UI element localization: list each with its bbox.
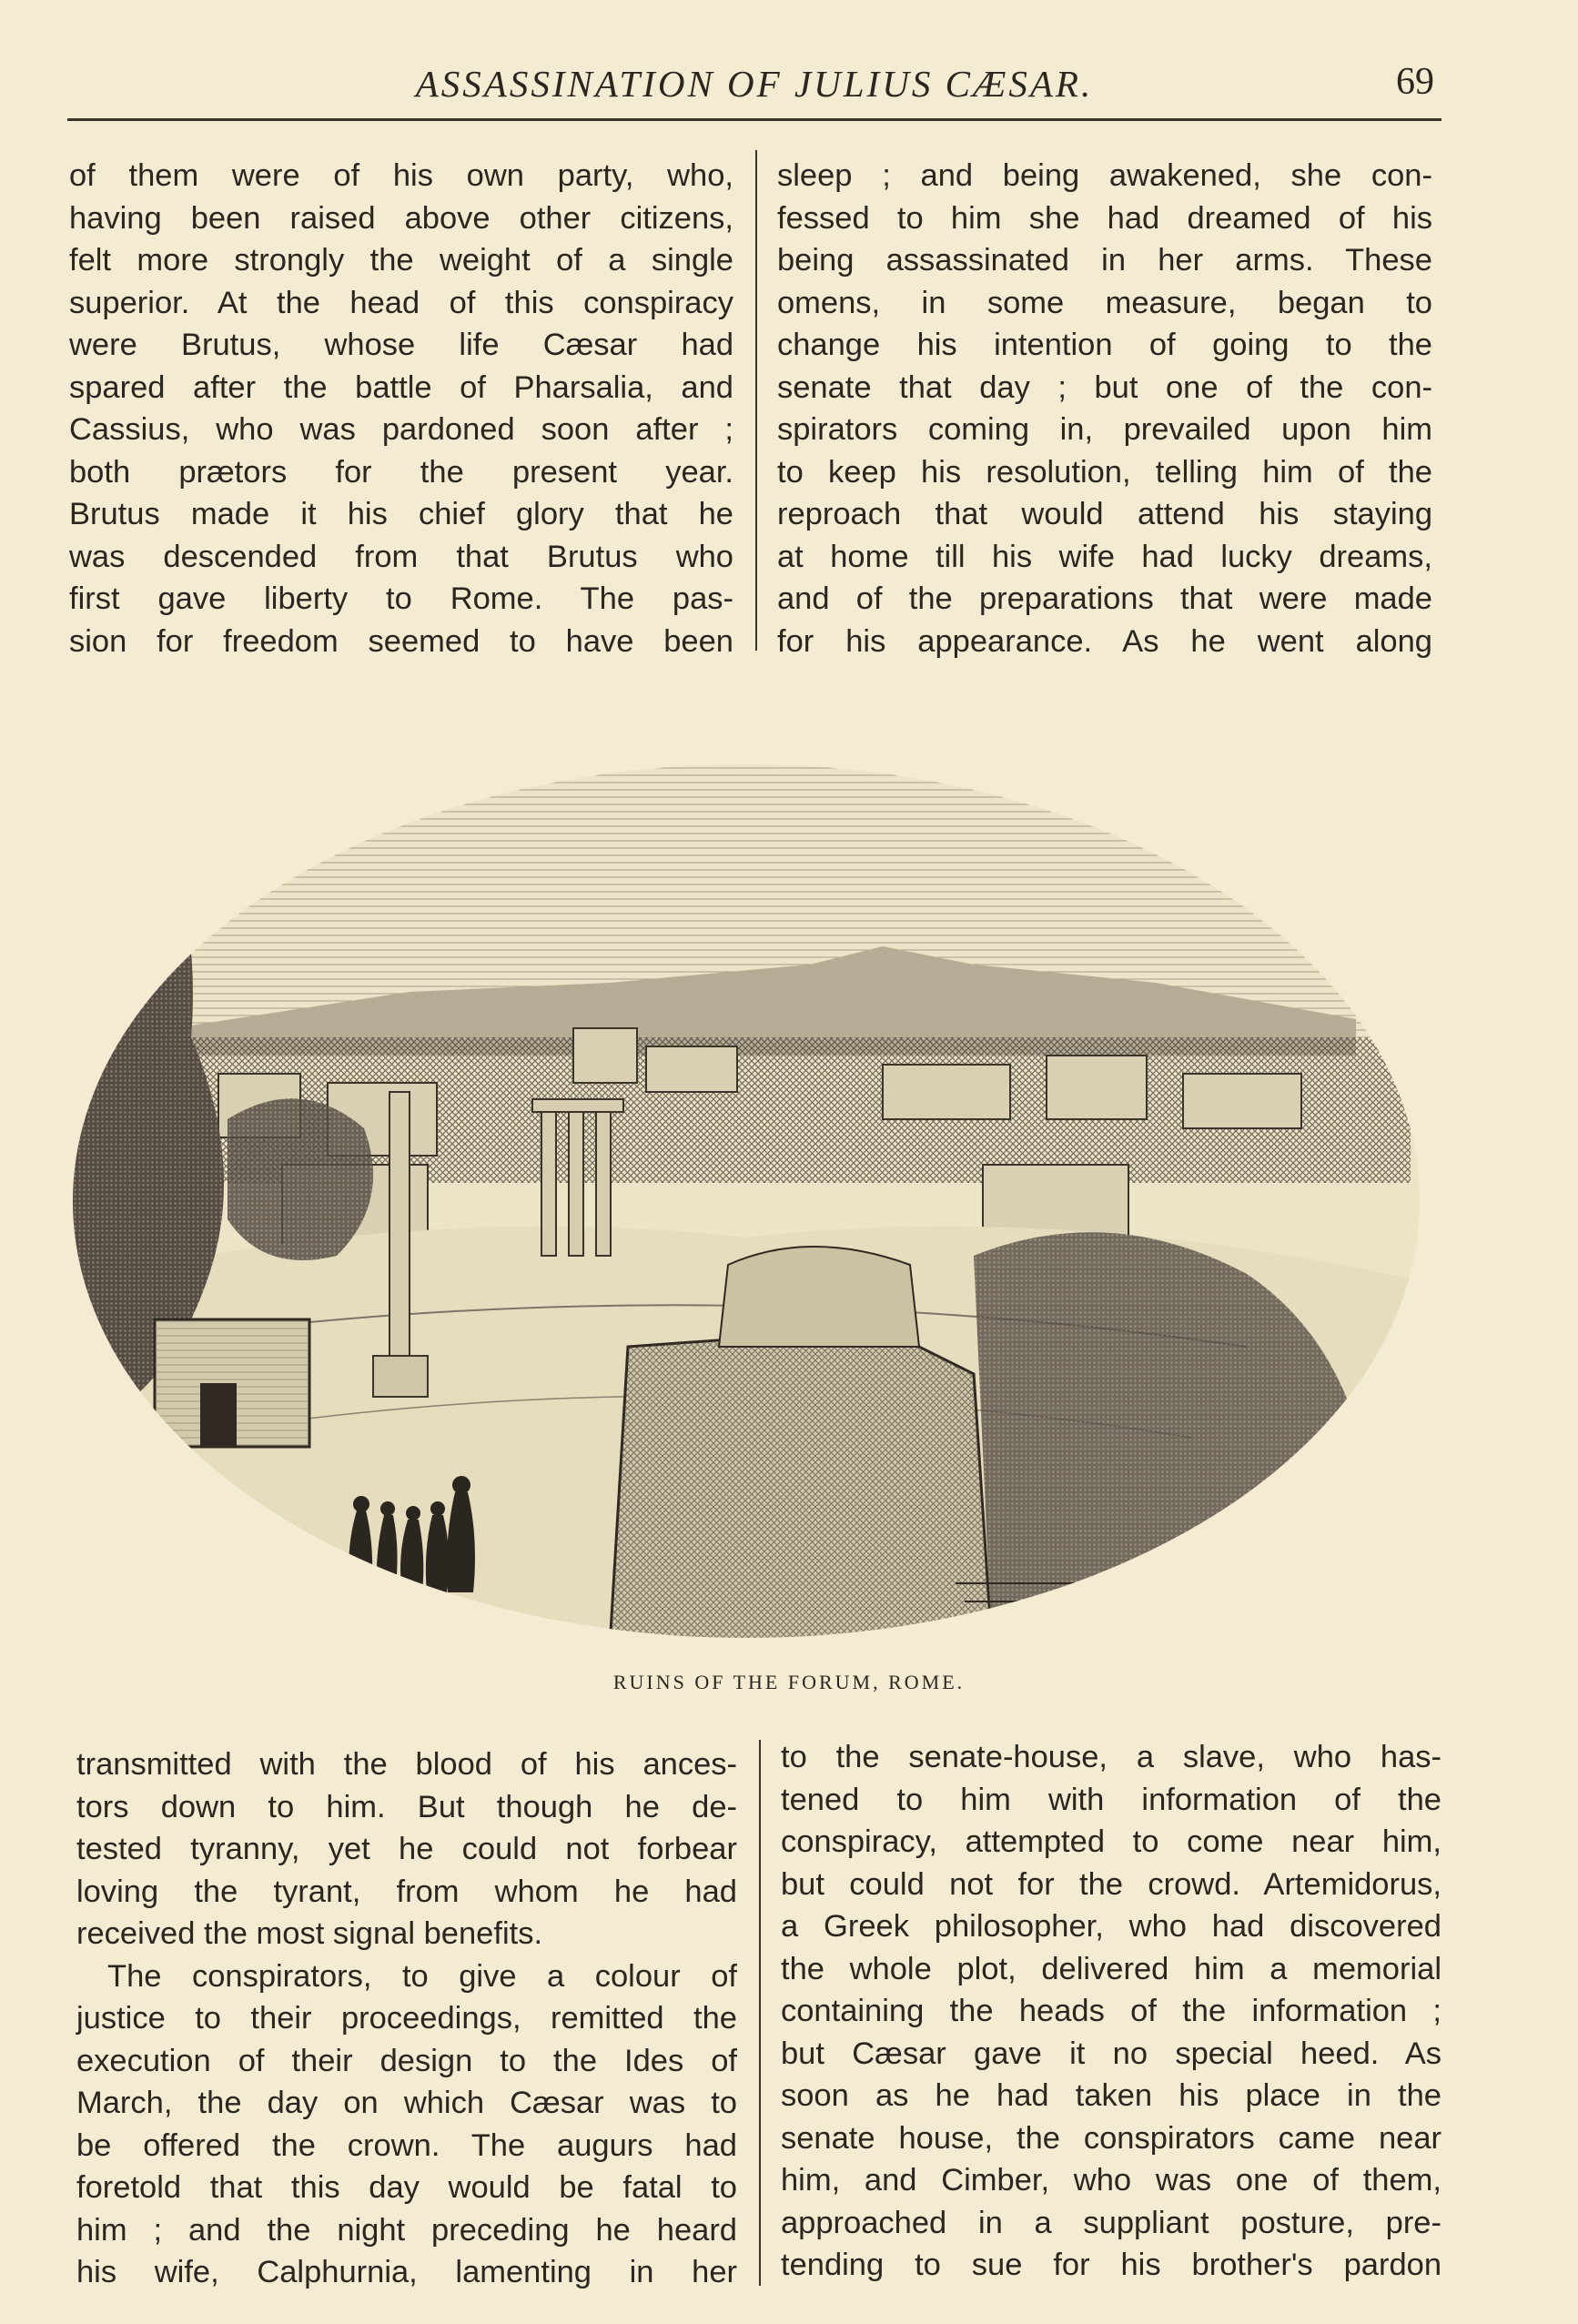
text-line: being assassinated in her arms. These [777, 243, 1432, 278]
text-line: foretold that this day would be fatal to [76, 2170, 737, 2205]
running-head [67, 55, 1441, 121]
text-line: senate that day ; but one of the con- [777, 369, 1432, 405]
text-line: his wife, Calphurnia, lamenting in her [76, 2255, 737, 2289]
text-line: at home till his wife had lucky dreams, [777, 539, 1432, 574]
text-line: received the most signal benefits. [76, 1916, 543, 1951]
column-top-left [69, 155, 733, 662]
text-line: for his appearance. As he went along [777, 623, 1432, 659]
forum-engraving [64, 692, 1429, 1647]
text-line: were Brutus, whose life Cæsar had [69, 328, 733, 362]
text-line: omens, in some measure, began to [777, 285, 1432, 320]
text-line: sleep ; and being awakened, she con- [777, 158, 1432, 193]
column-divider [755, 150, 757, 651]
text-line: having been raised above other citizens, [69, 200, 733, 236]
text-line: Brutus made it his chief glory that he [69, 497, 733, 531]
text-line: sion for freedom seemed to have been [69, 623, 733, 659]
column-divider [759, 1740, 761, 2286]
text-line: but could not for the crowd. Artemidorus, [781, 1866, 1441, 1902]
text-line: senate house, the conspirators came near [781, 2120, 1441, 2156]
text-line: Cassius, who was pardoned soon after ; [69, 412, 733, 447]
text-line: reproach that would attend his staying [777, 497, 1432, 531]
column-top-right [777, 155, 1432, 662]
text-line: tested tyranny, yet he could not forbear [76, 1832, 737, 1866]
text-line: be offered the crown. The augurs had [76, 2127, 737, 2163]
text-line: soon as he had taken his place in the [781, 2078, 1441, 2113]
text-line: but Cæsar gave it no special heed. As [781, 2036, 1441, 2071]
text-line: spirators coming in, prevailed upon him [777, 412, 1432, 447]
text-line: March, the day on which Cæsar was to [76, 2086, 737, 2120]
text-line: containing the heads of the information ; [781, 1994, 1441, 2028]
text-line: tors down to him. But though he de- [76, 1789, 737, 1824]
page-number: 69 [1396, 61, 1434, 103]
text-line: him ; and the night preceding he heard [76, 2212, 737, 2248]
running-title: ASSASSINATION OF JULIUS CÆSAR. [415, 63, 1094, 105]
text-line: fessed to him she had dreamed of his [777, 200, 1432, 236]
text-line: execution of their design to the Ides of [76, 2043, 737, 2078]
text-line: tending to sue for his brother's pardon [781, 2248, 1441, 2282]
text-line: and of the preparations that were made [777, 581, 1432, 616]
text-line: of them were of his own party, who, [69, 158, 733, 193]
text-line: conspiracy, attempted to come near him, [781, 1824, 1441, 1859]
text-line: felt more strongly the weight of a single [69, 243, 733, 278]
text-line: spared after the battle of Pharsalia, and [69, 369, 733, 405]
text-line: the whole plot, delivered him a memorial [781, 1951, 1441, 1986]
text-line: to keep his resolution, telling him of the [777, 454, 1432, 490]
text-line: change his intention of going to the [777, 328, 1432, 362]
text-line: to the senate-house, a slave, who has- [781, 1740, 1441, 1774]
text-line: justice to their proceedings, remitted the [76, 2001, 737, 2036]
text-line: was descended from that Brutus who [69, 539, 733, 574]
text-line: superior. At the head of this conspiracy [69, 285, 733, 320]
figure-caption: RUINS OF THE FORUM, ROME. [612, 1671, 966, 1693]
text-line: first gave liberty to Rome. The pas- [69, 581, 733, 616]
text-line: both prætors for the present year. [69, 454, 733, 490]
text-line: transmitted with the blood of his ances- [76, 1747, 737, 1782]
text-line: approached in a suppliant posture, pre- [781, 2205, 1441, 2240]
text-line: a Greek philosopher, who had discovered [781, 1909, 1441, 1944]
column-bottom-left [76, 1743, 737, 2294]
column-bottom-right [781, 1736, 1441, 2287]
text-line: loving the tyrant, from whom he had [76, 1874, 737, 1909]
text-line: The conspirators, to give a colour of [107, 1958, 737, 1994]
text-line: him, and Cimber, who was one of them, [781, 2163, 1441, 2198]
text-line: tened to him with information of the [781, 1782, 1441, 1817]
